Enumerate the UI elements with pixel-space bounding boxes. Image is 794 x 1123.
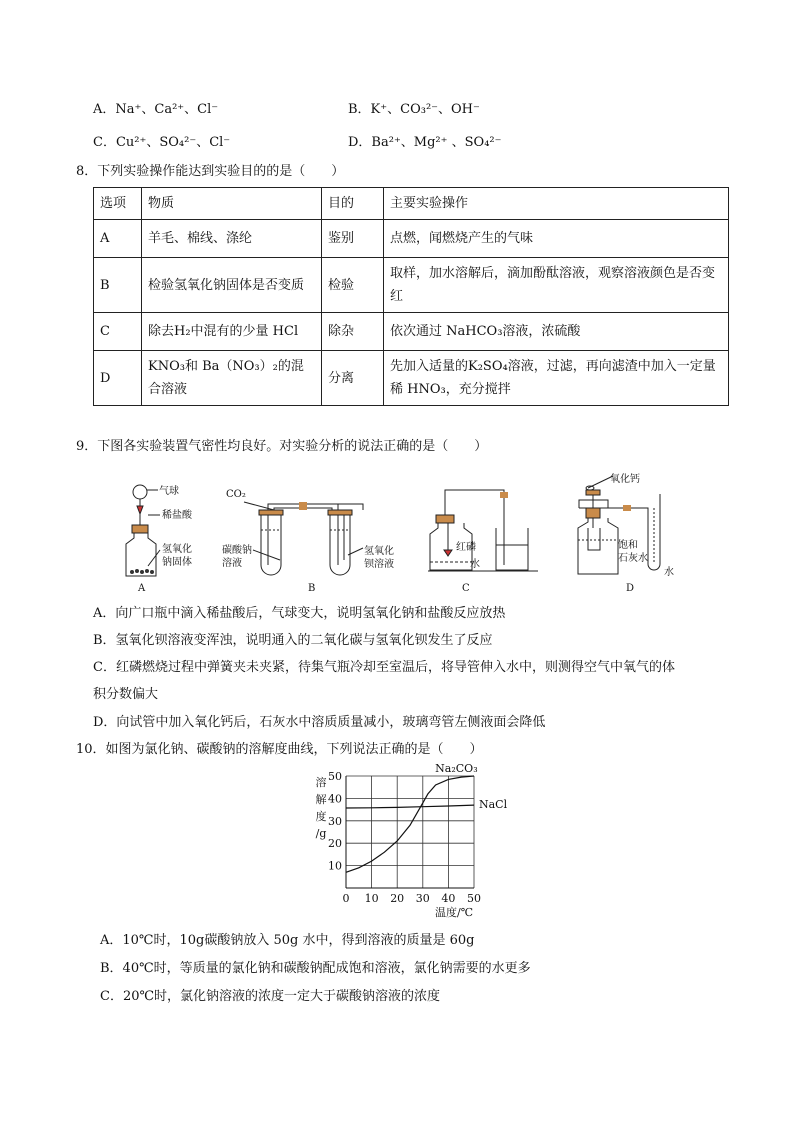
label-na2co3-1: 碳酸钠 bbox=[222, 545, 252, 556]
y-tick-label: 40 bbox=[328, 792, 342, 806]
x-axis-label: 温度/℃ bbox=[434, 906, 474, 919]
header-purpose: 目的 bbox=[322, 188, 384, 220]
test-tube-right-icon bbox=[330, 514, 350, 575]
beaker-icon bbox=[496, 528, 528, 570]
cell-option: C bbox=[94, 313, 142, 351]
table-row bbox=[94, 351, 729, 406]
cell-operation: 点燃，闻燃烧产生的气味 bbox=[384, 220, 729, 258]
tag-b: B bbox=[308, 583, 316, 594]
apparatus-b bbox=[244, 502, 363, 575]
q10-option-a: A．10℃时，10g碳酸钠放入 50g 水中，得到溶液的质量是 60g bbox=[100, 933, 475, 948]
q9-option-b: B．氢氧化钡溶液变浑浊，说明通入的二氧化碳与氢氧化钡发生了反应 bbox=[93, 633, 493, 648]
y-tick-label: 20 bbox=[328, 837, 342, 851]
label-balloon: 气球 bbox=[159, 486, 179, 497]
test-tube-left-icon bbox=[261, 514, 281, 575]
q10-option-b: B．40℃时，等质量的氯化钠和碳酸钠配成饱和溶液，氯化钠需要的水更多 bbox=[100, 961, 531, 976]
q8-stem: 8．下列实验操作能达到实验目的的是（ ） bbox=[76, 164, 345, 179]
flask-icon bbox=[126, 533, 156, 576]
q10-option-c: C．20℃时，氯化钠溶液的浓度一定大于碳酸钠溶液的浓度 bbox=[100, 989, 441, 1004]
series-line-na2co3 bbox=[346, 776, 474, 872]
q9-option-c-line1: C．红磷燃烧过程中弹簧夹未夹紧，待集气瓶冷却至室温后，将导管伸入水中，则测得空气中氧气的体 bbox=[93, 660, 675, 675]
q7-option-a: A．Na⁺、Ca²⁺、Cl⁻ bbox=[93, 102, 219, 117]
x-tick-label: 20 bbox=[390, 892, 405, 905]
label-naoh-1: 氢氧化 bbox=[162, 544, 192, 555]
cell-purpose: 除杂 bbox=[322, 313, 384, 351]
header-option: 选项 bbox=[94, 188, 142, 220]
label-naoh-2: 钠固体 bbox=[162, 557, 192, 568]
cell-substance: 羊毛、棉线、涤纶 bbox=[142, 220, 322, 258]
cell-substance: 除去H₂中混有的少量 HCl bbox=[142, 313, 322, 351]
cell-substance: 检验氢氧化钠固体是否变质 bbox=[142, 258, 322, 313]
series-line-nacl bbox=[346, 805, 474, 808]
stopper-icon bbox=[132, 525, 148, 533]
flask-icon bbox=[578, 518, 618, 574]
q9-apparatus-figure bbox=[118, 470, 688, 595]
label-limewater-2: 石灰水 bbox=[618, 553, 648, 564]
apparatus-a bbox=[126, 485, 160, 576]
stopper-icon bbox=[586, 508, 600, 518]
y-tick-label: 10 bbox=[328, 859, 342, 873]
x-tick-label: 30 bbox=[415, 892, 430, 905]
y-axis-label: 解 bbox=[315, 793, 327, 806]
label-dilute-hcl: 稀盐酸 bbox=[162, 510, 192, 521]
q8-table bbox=[93, 187, 729, 406]
y-axis-label: /g bbox=[315, 827, 327, 840]
x-tick-label: 50 bbox=[467, 892, 481, 905]
y-axis-label: 度 bbox=[315, 810, 327, 823]
x-tick-label: 0 bbox=[342, 892, 350, 905]
cell-purpose: 分离 bbox=[322, 351, 384, 406]
cell-substance: KNO₃和 Ba（NO₃）₂的混合溶液 bbox=[142, 351, 322, 406]
q9-option-a: A．向广口瓶中滴入稀盐酸后，气球变大，说明氢氧化钠和盐酸反应放热 bbox=[93, 606, 506, 621]
cell-purpose: 检验 bbox=[322, 258, 384, 313]
table-row bbox=[94, 220, 729, 258]
dropper-icon bbox=[137, 506, 143, 514]
cell-option: A bbox=[94, 220, 142, 258]
solubility-chart bbox=[300, 760, 530, 920]
table-header-row bbox=[94, 188, 729, 220]
label-baoh2-1: 氢氧化 bbox=[364, 546, 394, 557]
q7-option-d: D．Ba²⁺、Mg²⁺ 、SO₄²⁻ bbox=[348, 135, 502, 150]
header-substance: 物质 bbox=[142, 188, 322, 220]
label-cao: 氧化钙 bbox=[610, 474, 640, 485]
q10-stem: 10．如图为氯化钠、碳酸钠的溶解度曲线，下列说法正确的是（ ） bbox=[76, 742, 483, 757]
stopper-icon bbox=[436, 515, 454, 523]
series-label-na2co3: Na₂CO₃ bbox=[435, 762, 478, 775]
label-limewater-1: 饱和 bbox=[618, 540, 638, 551]
q7-option-b: B．K⁺、CO₃²⁻、OH⁻ bbox=[348, 102, 480, 117]
apparatus-c bbox=[428, 490, 538, 571]
q7-option-c: C．Cu²⁺、SO₄²⁻、Cl⁻ bbox=[93, 135, 231, 150]
cell-option: D bbox=[94, 351, 142, 406]
label-water-c: 水 bbox=[470, 559, 480, 570]
table-row bbox=[94, 258, 729, 313]
cell-operation: 取样，加水溶解后，滴加酚酞溶液，观察溶液颜色是否变红 bbox=[384, 258, 729, 313]
q9-option-c-line2: 积分数偏大 bbox=[93, 687, 159, 702]
header-operation: 主要实验操作 bbox=[384, 188, 729, 220]
x-tick-label: 10 bbox=[364, 892, 379, 905]
tag-a: A bbox=[138, 583, 146, 594]
clamp-icon bbox=[500, 492, 508, 498]
cell-option: B bbox=[94, 258, 142, 313]
y-tick-label: 30 bbox=[328, 814, 342, 828]
series-label-nacl: NaCl bbox=[479, 798, 508, 812]
label-co2: CO₂ bbox=[226, 489, 246, 500]
label-baoh2-2: 钡溶液 bbox=[364, 559, 394, 570]
y-tick-label: 50 bbox=[328, 770, 342, 783]
cell-purpose: 鉴别 bbox=[322, 220, 384, 258]
q9-stem: 9．下图各实验装置气密性均良好。对实验分析的说法正确的是（ ） bbox=[76, 439, 488, 454]
x-tick-label: 40 bbox=[441, 892, 456, 905]
label-water-d: 水 bbox=[664, 567, 674, 578]
cell-operation: 依次通过 NaHCO₃溶液，浓硫酸 bbox=[384, 313, 729, 351]
tag-d: D bbox=[626, 583, 635, 594]
label-na2co3-2: 溶液 bbox=[222, 558, 242, 569]
q9-option-d: D．向试管中加入氧化钙后，石灰水中溶质质量减小，玻璃弯管左侧液面会降低 bbox=[93, 715, 546, 730]
y-axis-label: 溶 bbox=[315, 776, 327, 789]
label-red-phosphorus: 红磷 bbox=[456, 542, 476, 553]
cell-operation: 先加入适量的K₂SO₄溶液，过滤，再向滤渣中加入一定量稀 HNO₃，充分搅拌 bbox=[384, 351, 729, 406]
table-row bbox=[94, 313, 729, 351]
tag-c: C bbox=[462, 583, 470, 594]
balloon-icon bbox=[133, 485, 147, 499]
